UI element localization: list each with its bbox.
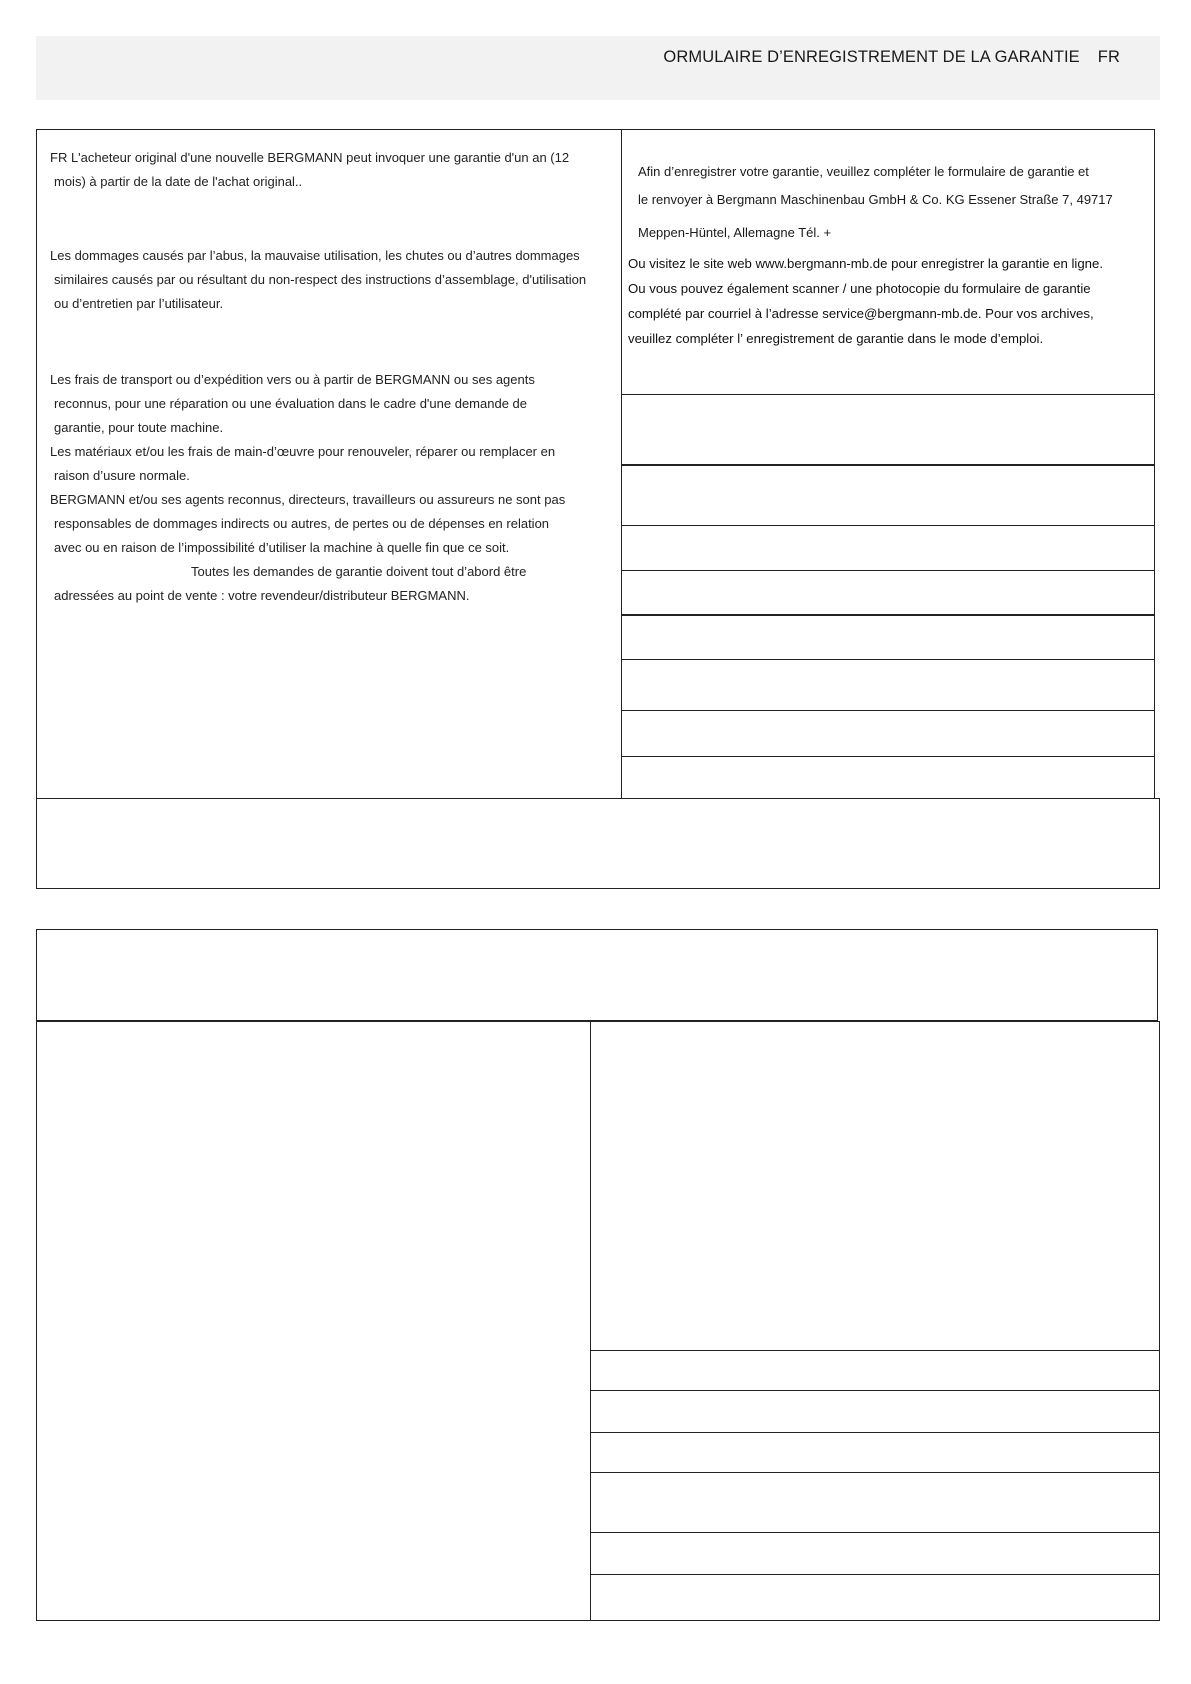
terms-p3-line2: reconnus, pour une réparation ou une évaluation dans le cadre d'une demande de bbox=[54, 396, 527, 411]
terms-p2-line2: similaires causés par ou résultant du non-respect des instructions d’assemblage, d'utilisation bbox=[54, 272, 587, 287]
field-divider bbox=[622, 659, 1154, 660]
warranty-terms-panel bbox=[36, 129, 622, 799]
terms-p3-line5: raison d’usure normale. bbox=[54, 468, 190, 483]
register-online-line3: complété par courriel à l’adresse service@bergmann-mb.de. Pour vos archives, bbox=[628, 306, 1094, 321]
terms-p3-line6: BERGMANN et/ou ses agents reconnus, directeurs, travailleurs ou assureurs ne sont pas bbox=[50, 492, 566, 507]
field-divider bbox=[622, 614, 1154, 616]
field-divider bbox=[591, 1390, 1159, 1391]
field-divider bbox=[591, 1532, 1159, 1533]
terms-p3-line3: garantie, pour toute machine. bbox=[54, 420, 224, 435]
page-title-text: ORMULAIRE D’ENREGISTREMENT DE LA GARANTIE bbox=[663, 48, 1080, 66]
header-band bbox=[36, 36, 1160, 100]
full-width-field bbox=[36, 798, 1160, 889]
field-divider bbox=[622, 570, 1154, 571]
page-title bbox=[663, 48, 1120, 67]
terms-p3-line7: responsables de dommages indirects ou autres, de pertes ou de dépenses en relation bbox=[54, 516, 550, 531]
terms-p1-line1: FR L'acheteur original d'une nouvelle BERGMANN peut invoquer une garantie d'un an (12 bbox=[50, 150, 570, 165]
terms-p3-line8: avec ou en raison de l’impossibilité d’utiliser la machine à quelle fin que ce soit. bbox=[54, 540, 510, 555]
field-divider bbox=[591, 1574, 1159, 1575]
field-divider bbox=[622, 710, 1154, 711]
lower-left-box bbox=[36, 1021, 591, 1621]
field-divider bbox=[591, 1472, 1159, 1473]
field-divider bbox=[591, 1432, 1159, 1433]
terms-p3-line1: Les frais de transport ou d’expédition vers ou à partir de BERGMANN ou ses agents bbox=[50, 372, 535, 387]
field-divider bbox=[622, 525, 1154, 526]
field-divider bbox=[622, 394, 1154, 395]
terms-p3-line10: adressées au point de vente : votre revendeur/distributeur BERGMANN. bbox=[54, 588, 470, 603]
terms-p3-line9: Toutes les demandes de garantie doivent tout d’abord être bbox=[191, 564, 527, 579]
language-code: FR bbox=[1097, 48, 1120, 66]
register-online-line1: Ou visitez le site web www.bergmann-mb.de pour enregistrer la garantie en ligne. bbox=[628, 256, 1103, 271]
terms-p3-line4: Les matériaux et/ou les frais de main-d’œuvre pour renouveler, réparer ou remplacer en bbox=[50, 444, 556, 459]
terms-p2-line3: ou d’entretien par l’utilisateur. bbox=[54, 296, 224, 311]
lower-right-box bbox=[590, 1021, 1160, 1621]
terms-p2-line1: Les dommages causés par l’abus, la mauvaise utilisation, les chutes ou d’autres dommages bbox=[50, 248, 580, 263]
lower-header-box bbox=[36, 929, 1158, 1022]
register-line2: le renvoyer à Bergmann Maschinenbau GmbH & Co. KG Essener Straße 7, 49717 bbox=[638, 192, 1113, 207]
terms-p1-line2: mois) à partir de la date de l'achat original.. bbox=[54, 174, 303, 189]
field-divider bbox=[622, 464, 1154, 466]
register-line1: Afin d’enregistrer votre garantie, veuillez compléter le formulaire de garantie et bbox=[638, 164, 1089, 179]
register-line3: Meppen-Hüntel, Allemagne Tél. + bbox=[638, 225, 832, 240]
field-divider bbox=[622, 756, 1154, 757]
field-divider bbox=[591, 1350, 1159, 1351]
register-online-line2: Ou vous pouvez également scanner / une photocopie du formulaire de garantie bbox=[628, 281, 1091, 296]
registration-panel bbox=[621, 129, 1155, 799]
register-online-line4: veuillez compléter l’ enregistrement de garantie dans le mode d’emploi. bbox=[628, 331, 1044, 346]
